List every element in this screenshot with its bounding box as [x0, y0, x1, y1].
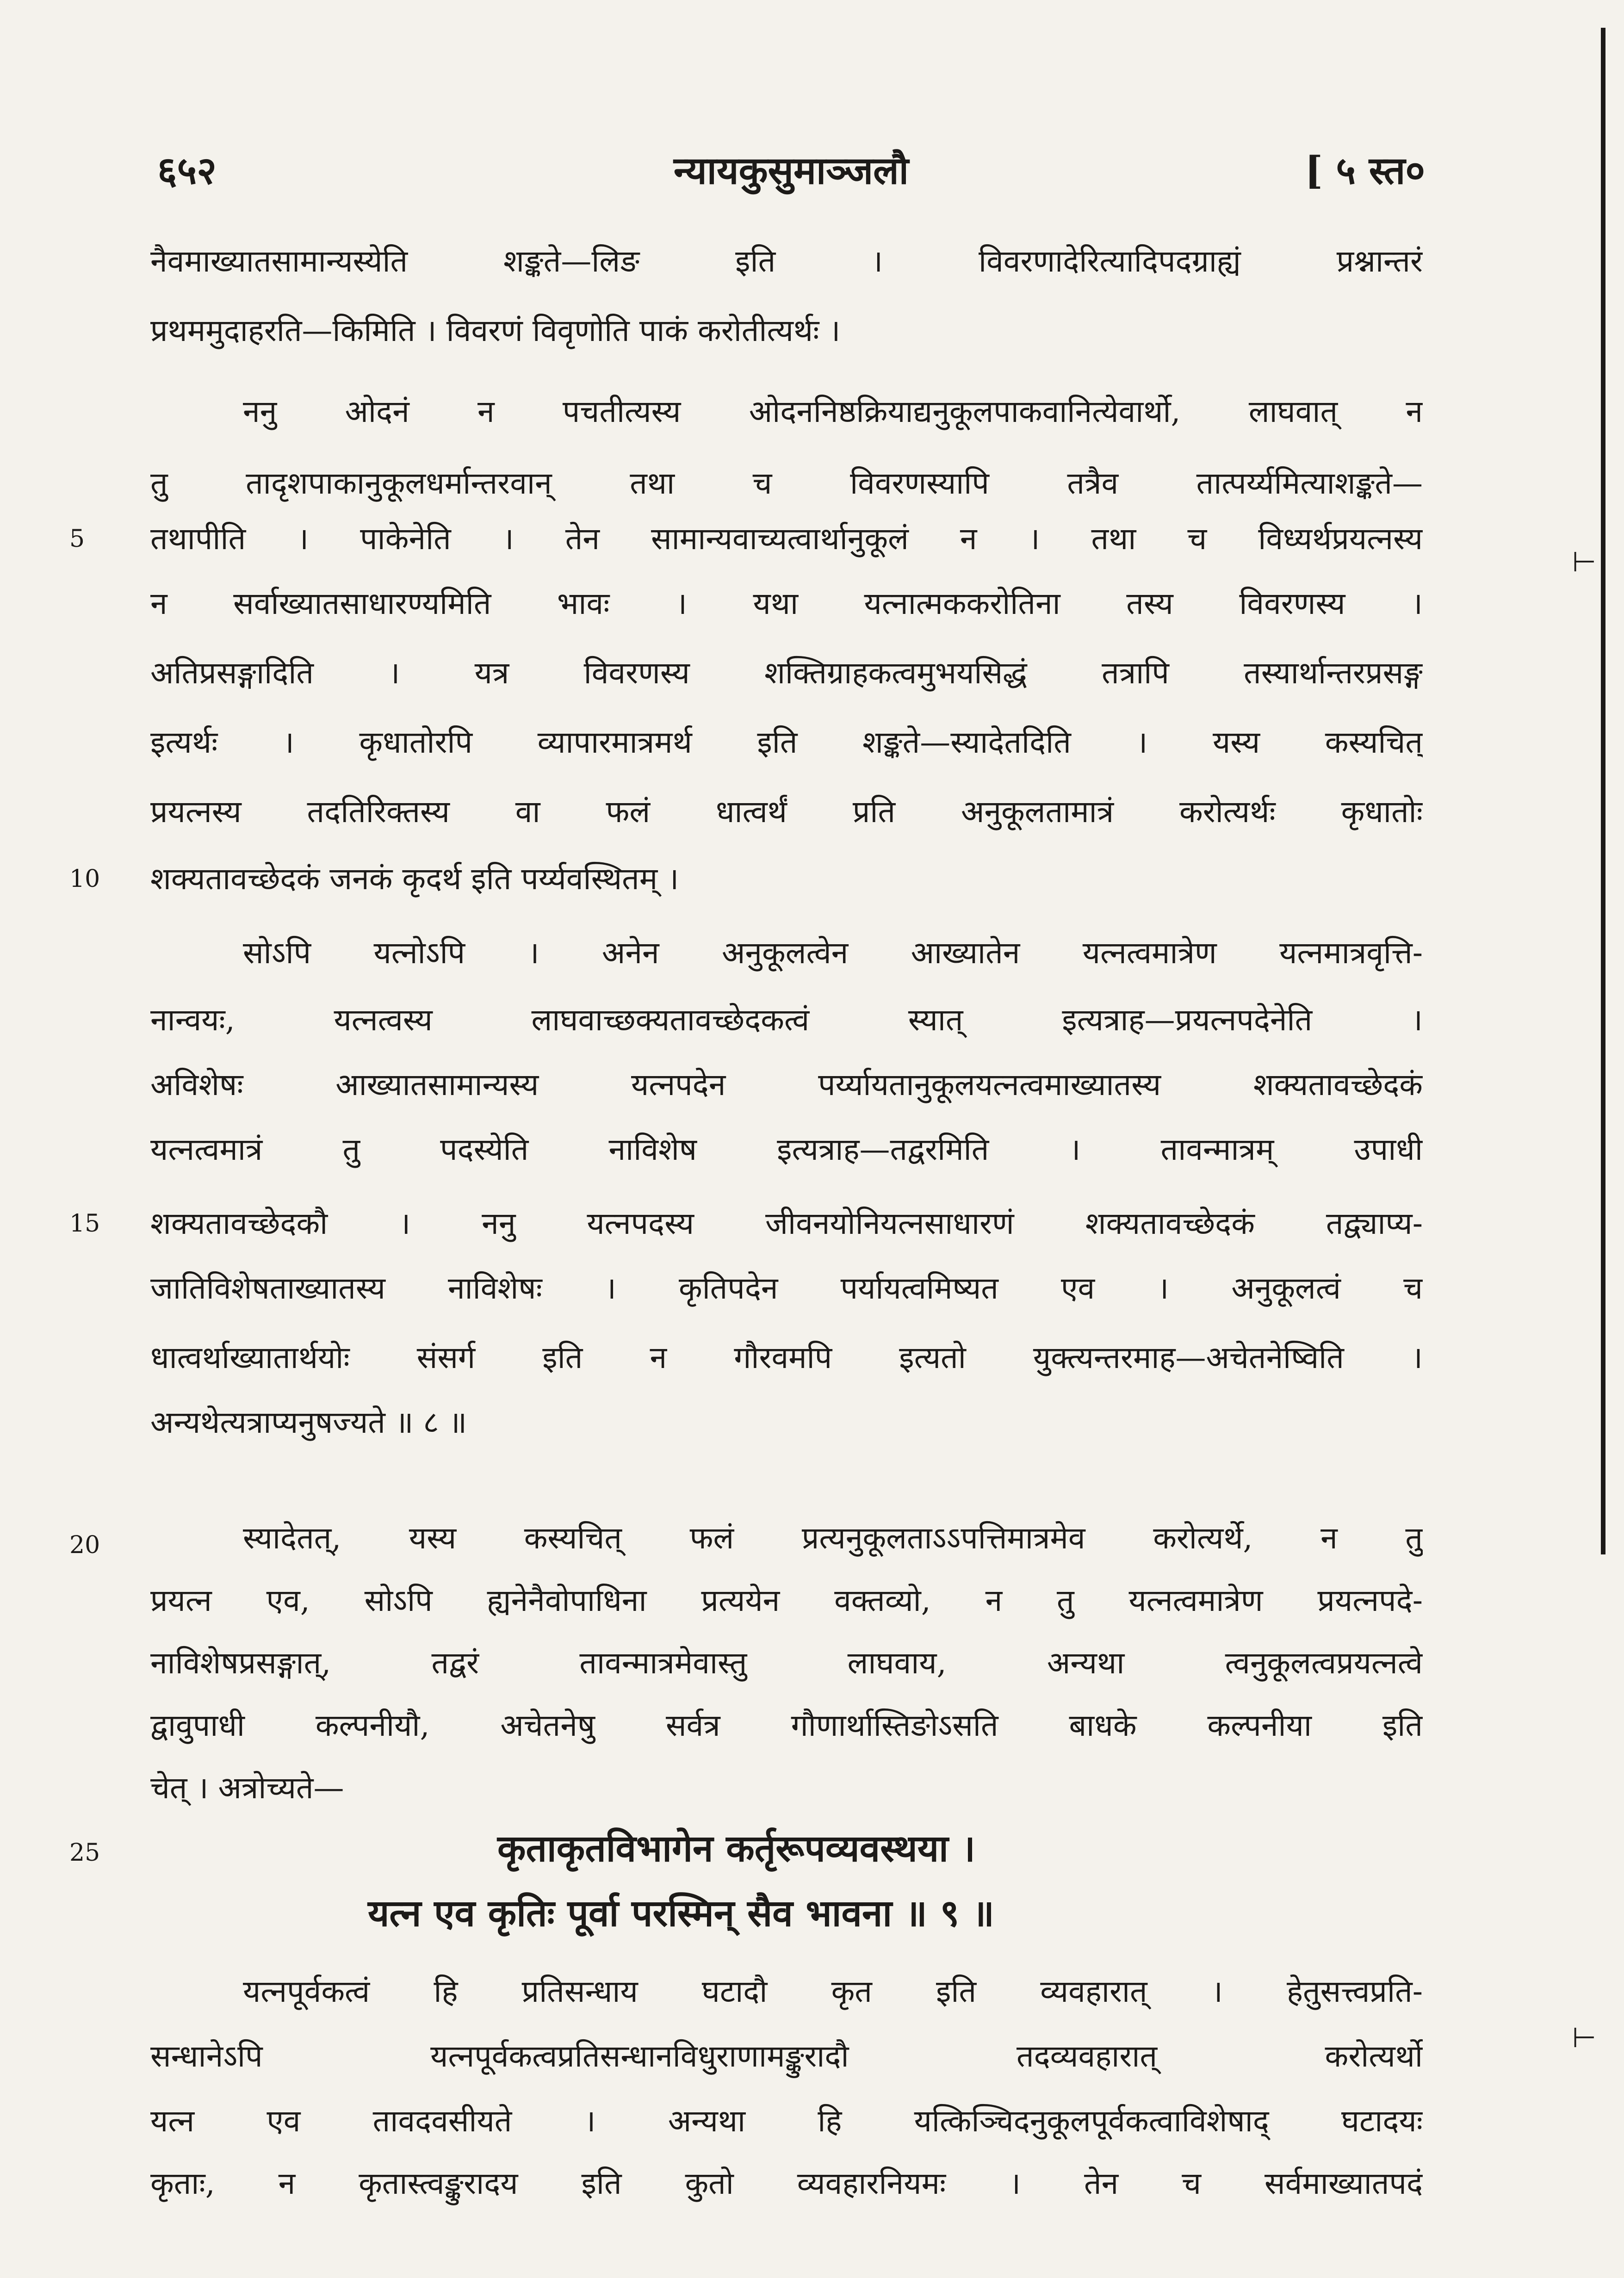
line-number: 25: [69, 1839, 100, 1867]
line-number: 5: [69, 525, 85, 553]
text-line: तथापीति । पाकेनेति । तेन सामान्यवाच्यत्वार्थानुकूलं न । तथा च विध्यर्थप्रयत्नस्य: [150, 521, 1423, 557]
text-line: स्यादेतत्, यस्य कस्यचित् फलं प्रत्यनुकूलताऽऽपत्तिमात्रमेव करोत्यर्थे, न तु: [243, 1520, 1423, 1556]
running-title: न्यायकुसुमाञ्जलौ: [674, 149, 909, 193]
section-marker: [ ५ स्त०: [1305, 149, 1425, 193]
text-line: अविशेषः आख्यातसामान्यस्य यत्नपदेन पर्य्यायतानुकूलयत्नत्वमाख्यातस्य शक्यतावच्छेदकं: [150, 1067, 1423, 1102]
line-number: 20: [69, 1531, 100, 1559]
margin-tick-icon: ⊢: [1572, 2022, 1596, 2054]
text-line: सन्धानेऽपि यत्नपूर्वकत्वप्रतिसन्धानविधुराणामङ्कुरादौ तदव्यवहारात् करोत्यर्थो: [150, 2038, 1423, 2074]
text-line: अन्यथेत्यत्राप्यनुषज्यते ॥ ८ ॥: [150, 1405, 467, 1440]
text-line: प्रयत्नस्य तदतिरिक्तस्य वा फलं धात्वर्थं प्रति अनुकूलतामात्रं करोत्यर्थः कृधातोः: [150, 794, 1423, 829]
line-number: 10: [69, 865, 100, 893]
text-line: प्रयत्न एव, सोऽपि ह्यनेनैवोपाधिना प्रत्ययेन वक्तव्यो, न तु यत्नत्वमात्रेण प्रयत्नपदे-: [150, 1583, 1423, 1618]
text-line: प्रथममुदाहरति—किमिति । विवरणं विवृणोति पाकं करोतीत्यर्थः ।: [150, 313, 841, 348]
text-line: धात्वर्थाख्यातार्थयोः संसर्ग इति न गौरवमपि इत्यतो युक्त्यन्तरमाह—अचेतनेष्विति ।: [150, 1340, 1423, 1375]
text-line: नैवमाख्यातसामान्यस्येति शङ्कते—लिङ इति । विवरणादेरित्यादिपदग्राह्यं प्रश्नान्तरं: [150, 243, 1423, 279]
text-line: कृताः, न कृतास्त्वङ्कुरादय इति कुतो व्यवहारनियमः । तेन च सर्वमाख्यातपदं: [150, 2166, 1423, 2201]
margin-tick-icon: ⊢: [1572, 546, 1596, 578]
text-line: नान्वयः, यत्नत्वस्य लाघवाच्छक्यतावच्छेदकत्वं स्यात् इत्यत्राह—प्रयत्नपदेनेति ।: [150, 1002, 1423, 1038]
text-line: जातिविशेषताख्यातस्य नाविशेषः । कृतिपदेन पर्यायत्वमिष्यत एव । अनुकूलत्वं च: [150, 1270, 1423, 1306]
page-number: ६५२: [157, 149, 217, 193]
page-header: [157, 139, 1425, 204]
text-line: सोऽपि यत्नोऽपि । अनेन अनुकूलत्वेन आख्यातेन यत्नत्वमात्रेण यत्नमात्रवृत्ति-: [243, 935, 1423, 971]
line-number: 15: [69, 1210, 100, 1238]
text-line: शक्यतावच्छेदकं जनकं कृदर्थ इति पर्य्यवस्थितम् ।: [150, 861, 679, 897]
verse-line: कृताकृतविभागेन कर्तृरूपव्यवस्थया ।: [497, 1826, 976, 1870]
binding-edge: [1601, 28, 1605, 1554]
text-line: यत्नत्वमात्रं तु पदस्येति नाविशेष इत्यत्राह—तद्वरमिति । तावन्मात्रम् उपाधी: [150, 1132, 1423, 1167]
text-line: द्वावुपाधी कल्पनीयौ, अचेतनेषु सर्वत्र गौणार्थास्तिङोऽसति बाधके कल्पनीया इति: [150, 1708, 1423, 1743]
verse-line: यत्न एव कृतिः पूर्वा परस्मिन् सैव भावना ॥ ९ ॥: [368, 1891, 995, 1935]
text-line: चेत् । अत्रोच्यते—: [150, 1770, 344, 1806]
text-line: यत्न एव तावदवसीयते । अन्यथा हि यत्किञ्चिदनुकूलपूर्वकत्वाविशेषाद् घटादयः: [150, 2103, 1423, 2139]
text-line: इत्यर्थः । कृधातोरपि व्यापारमात्रमर्थ इति शङ्कते—स्यादेतदिति । यस्य कस्यचित्: [150, 724, 1423, 760]
text-line: शक्यतावच्छेदकौ । ननु यत्नपदस्य जीवनयोनियत्नसाधारणं शक्यतावच्छेदकं तद्व्याप्य-: [150, 1206, 1423, 1241]
text-line: ननु ओदनं न पचतीत्यस्य ओदननिष्ठक्रियाद्यनुकूलपाकवानित्येवार्थो, लाघवात् न: [243, 394, 1423, 429]
text-line: न सर्वाख्यातसाधारण्यमिति भावः । यथा यत्नात्मककरोतिना तस्य विवरणस्य ।: [150, 586, 1423, 621]
text-line: अतिप्रसङ्गादिति । यत्र विवरणस्य शक्तिग्राहकत्वमुभयसिद्धं तत्रापि तस्यार्थान्तरप्रसङ्ग: [150, 655, 1423, 691]
text-line: नाविशेषप्रसङ्गात्, तद्वरं तावन्मात्रमेवास्तु लाघवाय, अन्यथा त्वनुकूलत्वप्रयत्नत्वे: [150, 1645, 1423, 1681]
text-line: यत्नपूर्वकत्वं हि प्रतिसन्धाय घटादौ कृत इति व्यवहारात् । हेतुसत्त्वप्रति-: [243, 1974, 1423, 2009]
text-line: तु तादृशपाकानुकूलधर्मान्तरवान् तथा च विवरणस्यापि तत्रैव तात्पर्य्यमित्याशङ्कते—: [150, 465, 1423, 501]
